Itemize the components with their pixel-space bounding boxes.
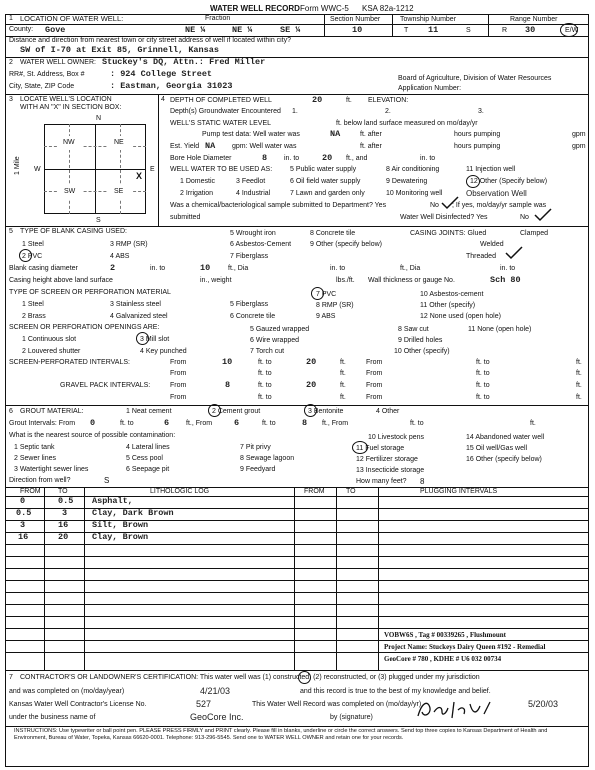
owner-value[interactable]: Stuckey's DQ, Attn.: Fred Miller	[102, 57, 266, 67]
yield-value[interactable]: NA	[205, 141, 216, 151]
township-t: T	[404, 27, 409, 34]
table-row: 3	[20, 520, 26, 530]
how-many-feet-label: How many feet?	[356, 478, 407, 485]
signature-icon	[414, 696, 504, 722]
address-label: RR#, St. Address, Box #	[9, 71, 85, 78]
blank-casing-to[interactable]: 10	[200, 263, 211, 273]
table-row: 0.5	[16, 508, 32, 518]
chem-no-check-icon	[440, 196, 460, 210]
township-number[interactable]: 11	[428, 25, 439, 35]
log-header-to-2: TO	[346, 488, 356, 495]
screen-to[interactable]: 20	[306, 357, 317, 367]
quadrant-ne: NE	[114, 139, 124, 146]
grout-intervals-label: Grout Intervals: From	[9, 420, 76, 427]
fraction-2[interactable]: NE ¼	[232, 25, 253, 35]
blank-casing-diameter[interactable]: 2	[110, 263, 116, 273]
section-2-number: 2	[9, 59, 13, 66]
business-name[interactable]: GeoCore Inc.	[190, 712, 244, 722]
bentonite-circle	[304, 404, 317, 417]
use-label: WELL WATER TO BE USED AS:	[170, 166, 273, 173]
depth-value[interactable]: 20	[312, 95, 323, 105]
elevation-label: ELEVATION:	[368, 97, 409, 104]
log-header-to: TO	[58, 488, 68, 495]
fuel-storage-circle	[352, 441, 368, 454]
county-label: County:	[9, 26, 34, 33]
completed-date[interactable]: 4/21/03	[200, 686, 231, 696]
other-use-value[interactable]: Observation Well	[466, 189, 527, 198]
compass-e: E	[150, 166, 155, 173]
use-12-circle	[466, 175, 480, 188]
constructed-circle	[298, 671, 311, 684]
grout-from-1[interactable]: 0	[90, 418, 96, 428]
owner-label: WATER WELL OWNER:	[20, 59, 96, 66]
grout-label: GROUT MATERIAL:	[20, 408, 84, 415]
compass-s: S	[96, 217, 101, 224]
disinfected-label: Water Well Disinfected? Yes	[400, 214, 488, 221]
board-label: Board of Agriculture, Division of Water Resources	[398, 75, 552, 82]
compass-n: N	[96, 115, 102, 122]
section-6-number: 6	[9, 408, 13, 415]
address-value[interactable]: : 924 College Street	[110, 69, 213, 79]
mile-label: 1 Mile	[14, 156, 21, 175]
log-note-3: GeoCore # 780 , KDHE # U6 032 00734	[384, 655, 502, 663]
table-row: 16	[18, 532, 29, 542]
fraction-3[interactable]: SE ¼	[280, 25, 301, 35]
depth-label: DEPTH OF COMPLETED WELL	[170, 97, 272, 104]
table-row: 0	[20, 496, 26, 506]
log-header-plugging: PLUGGING INTERVALS	[420, 488, 498, 495]
locate-label-2: WITH AN "X" IN SECTION BOX:	[20, 104, 122, 111]
range-r: R	[502, 27, 508, 34]
screen-pvc-circle	[311, 287, 324, 300]
casing-joints-label: CASING JOINTS: Glued	[410, 230, 487, 237]
groundwater-label: Depth(s) Groundwater Encountered	[170, 108, 281, 115]
yield-label: Est. Yield	[170, 143, 200, 150]
grout-to-2[interactable]: 8	[302, 418, 308, 428]
wall-thickness-label: Wall thickness or gauge No.	[368, 277, 455, 284]
disinfected-no-check-icon	[533, 208, 553, 222]
casing-label: TYPE OF BLANK CASING USED:	[20, 228, 127, 235]
screen-from[interactable]: 10	[222, 357, 233, 367]
log-header-lithologic: LITHOLOGIC LOG	[150, 488, 210, 495]
section-7-number: 7	[9, 674, 13, 681]
section-number[interactable]: 10	[352, 25, 363, 35]
quadrant-sw: SW	[64, 188, 76, 195]
form-number: Form WWC-5	[300, 4, 349, 13]
wall-thickness-value[interactable]: Sch 80	[490, 275, 521, 285]
direction-label: Direction from well?	[9, 477, 71, 484]
form-title: WATER WELL RECORD	[210, 4, 300, 13]
quadrant-nw: NW	[63, 139, 75, 146]
county-value[interactable]: Gove	[45, 25, 66, 35]
blank-casing-label: Blank casing diameter	[9, 265, 78, 272]
range-number-label: Range Number	[510, 16, 558, 23]
range-ew: E/W	[565, 27, 579, 34]
grout-to-1[interactable]: 6	[164, 418, 170, 428]
log-header-from-2: FROM	[304, 488, 325, 495]
range-number[interactable]: 30	[525, 25, 536, 35]
section-number-label: Section Number	[330, 16, 381, 23]
log-note-2: Project Name: Stuckeys Dairy Queen #192 - Remedial	[384, 643, 546, 651]
contamination-label: What is the nearest source of possible contamination:	[9, 432, 176, 439]
how-many-feet-value[interactable]: 8	[420, 477, 425, 486]
section-3-number: 3	[9, 96, 13, 103]
grout-from-2[interactable]: 6	[234, 418, 240, 428]
ew-circle	[560, 23, 578, 37]
pump-test-label: Pump test data: Well water was	[202, 131, 300, 138]
pvc-circle	[19, 249, 32, 262]
chem-label: Was a chemical/bacteriological sample submitted to Department? Yes	[170, 202, 387, 209]
log-header-from: FROM	[20, 488, 41, 495]
city-label: City, State, ZIP Code	[9, 83, 75, 90]
pump-test-value[interactable]: NA	[330, 129, 341, 139]
section-5-number: 5	[9, 228, 13, 235]
distance-value[interactable]: SW of I-70 at Exit 85, Grinnell, Kansas	[20, 45, 219, 55]
city-value[interactable]: : Eastman, Georgia 31023	[110, 81, 233, 91]
gravel-pack-label: GRAVEL PACK INTERVALS:	[60, 382, 151, 389]
record-date[interactable]: 5/20/03	[528, 699, 559, 709]
instructions-text: INSTRUCTIONS: Use typewriter or ball point pen. PLEASE PRESS FIRMLY and PRINT clearly. Please fill in blanks, underline or circle the correct answers. Send top three copies to Kansas Department of Health and Environment, Bureau of Water, Topeka, Kansas 66620-0001. Telephone: 913-296-5545. Send one to WATER WELL OWNER and retain one for your records.	[14, 728, 548, 741]
license-number[interactable]: 527	[196, 699, 212, 709]
quadrant-se: SE	[114, 188, 124, 195]
bore-depth[interactable]: 20	[322, 153, 333, 163]
bore-label: Bore Hole Diameter	[170, 155, 232, 162]
well-x-mark: X	[136, 171, 143, 181]
cement-grout-circle	[208, 404, 221, 417]
distance-label: Distance and direction from nearest town or city street address of well if located within city?	[9, 37, 292, 44]
gravel-from[interactable]: 8	[225, 380, 231, 390]
gravel-to[interactable]: 20	[306, 380, 317, 390]
mill-slot-circle	[136, 332, 149, 345]
direction-value[interactable]: S	[104, 476, 110, 485]
locate-label-1: LOCATE WELL'S LOCATION	[20, 96, 112, 103]
location-label: LOCATION OF WATER WELL:	[20, 14, 124, 23]
bore-diameter[interactable]: 8	[262, 153, 268, 163]
section-4-number: 4	[161, 96, 165, 103]
compass-w: W	[34, 166, 41, 173]
fraction-1[interactable]: NE ¼	[185, 25, 206, 35]
screen-material-label: TYPE OF SCREEN OR PERFORATION MATERIAL	[9, 289, 171, 296]
certification-text: CONTRACTOR'S OR LANDOWNER'S CERTIFICATION: This water well was (1) constructed, (2) reconstructed, or (3) plugged under my jurisdiction	[20, 674, 480, 681]
application-number-label: Application Number:	[398, 85, 462, 92]
static-level-label: WELL'S STATIC WATER LEVEL	[170, 120, 272, 127]
ksa-ref: KSA 82a-1212	[362, 4, 414, 13]
township-s: S	[466, 27, 471, 34]
log-note-1: VOBW6S , Tag # 00339265 , Flushmount	[384, 631, 507, 639]
township-number-label: Township Number	[400, 16, 457, 23]
threaded-check-icon	[504, 246, 524, 260]
openings-label: SCREEN OR PERFORATION OPENINGS ARE:	[9, 324, 160, 331]
screen-intervals-label: SCREEN-PERFORATED INTERVALS:	[9, 359, 130, 366]
casing-height-label: Casing height above land surface	[9, 277, 113, 284]
section-1-number: 1	[9, 15, 13, 22]
fraction-label: Fraction	[205, 15, 231, 22]
